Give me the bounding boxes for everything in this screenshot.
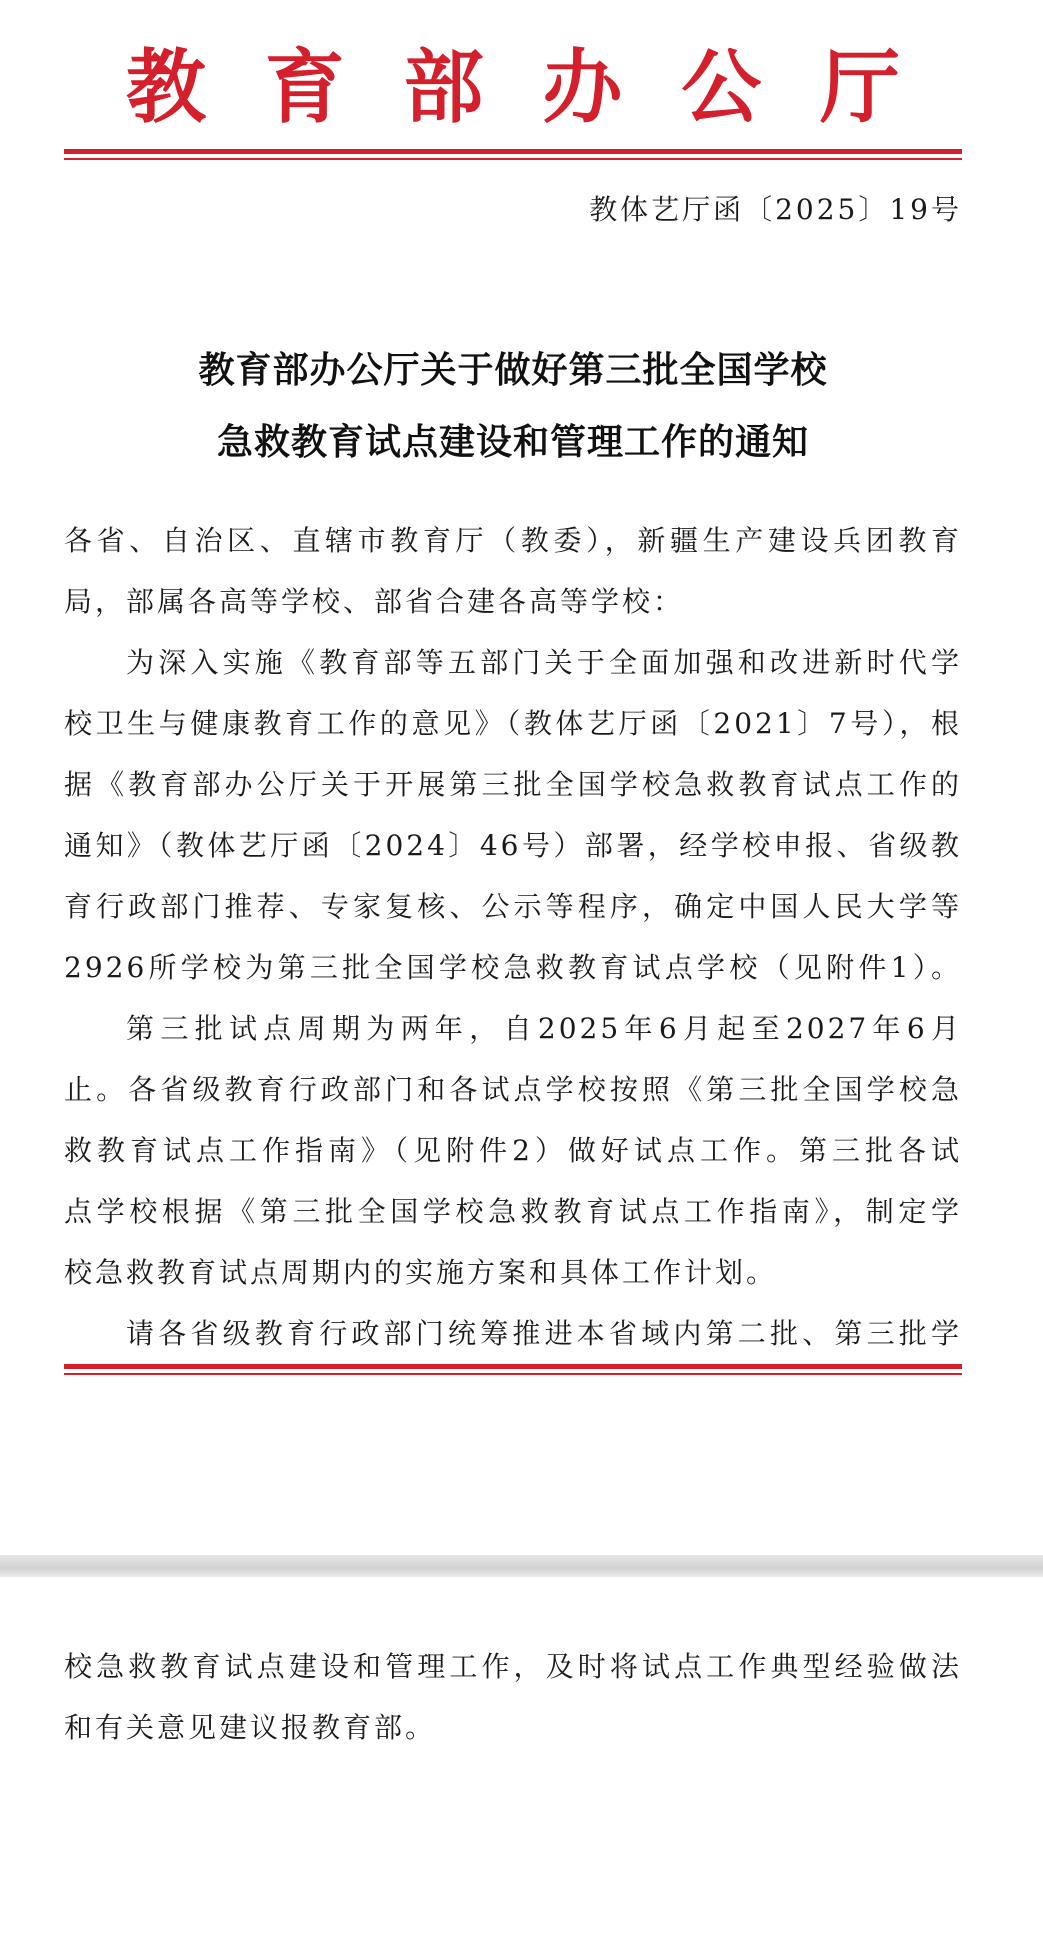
masthead-char: 部 (403, 40, 484, 134)
masthead-char: 厅 (819, 40, 900, 134)
document-body-continued (64, 1636, 962, 1758)
title-line-2: 急救教育试点建设和管理工作的通知 (216, 422, 809, 463)
document-page-2 (0, 1577, 1043, 1954)
text-line: 止。各省级教育行政部门和各试点学校按照《第三批全国学校急 (64, 1073, 962, 1106)
masthead-char: 公 (681, 40, 762, 134)
paragraph-1 (64, 632, 962, 998)
text-line: 第三批试点周期为两年，自2025年6月起至2027年6月 (126, 1012, 962, 1045)
red-divider-bottom (64, 1364, 962, 1375)
masthead-char: 育 (264, 40, 345, 134)
document-title (64, 335, 962, 479)
text-line: 各省、自治区、直辖市教育厅（教委），新疆生产建设兵团教育 (64, 524, 962, 557)
addressee (64, 510, 962, 632)
masthead-char: 办 (542, 40, 623, 134)
text-line: 据《教育部办公厅关于开展第三批全国学校急救教育试点工作的 (64, 768, 962, 801)
text-line: 和有关意见建议报教育部。 (64, 1711, 437, 1744)
paragraph-2 (64, 998, 962, 1303)
paragraph-3 (64, 1303, 962, 1364)
text-line: 点学校根据《第三批全国学校急救教育试点工作指南》，制定学 (64, 1195, 962, 1228)
text-line: 救教育试点工作指南》（见附件2）做好试点工作。第三批各试 (64, 1134, 962, 1167)
text-line: 校卫生与健康教育工作的意见》（教体艺厅函〔2021〕7号），根 (64, 707, 962, 740)
text-line: 校急救教育试点建设和管理工作，及时将试点工作典型经验做法 (64, 1650, 962, 1683)
text-line: 校急救教育试点周期内的实施方案和具体工作计划。 (64, 1256, 778, 1289)
title-line-1: 教育部办公厅关于做好第三批全国学校 (198, 350, 828, 391)
text-line: 为深入实施《教育部等五部门关于全面加强和改进新时代学 (126, 646, 962, 679)
paragraph-3-continued (64, 1636, 962, 1758)
text-line: 育行政部门推荐、专家复核、公示等程序，确定中国人民大学等 (64, 890, 962, 923)
masthead-title (64, 42, 962, 132)
text-line: 2926所学校为第三批全国学校急救教育试点学校（见附件1）。 (64, 951, 962, 984)
masthead-char: 教 (126, 40, 206, 134)
text-line: 通知》（教体艺厅函〔2024〕46号）部署，经学校申报、省级教 (64, 829, 962, 862)
red-divider-top (64, 149, 962, 160)
page-separator (0, 1555, 1043, 1577)
document-body (64, 510, 962, 1364)
text-line: 请各省级教育行政部门统筹推进本省域内第二批、第三批学 (126, 1317, 962, 1350)
text-line: 局，部属各高等学校、部省合建各高等学校： (64, 585, 685, 618)
document-number: 教体艺厅函〔2025〕19号 (589, 193, 962, 226)
